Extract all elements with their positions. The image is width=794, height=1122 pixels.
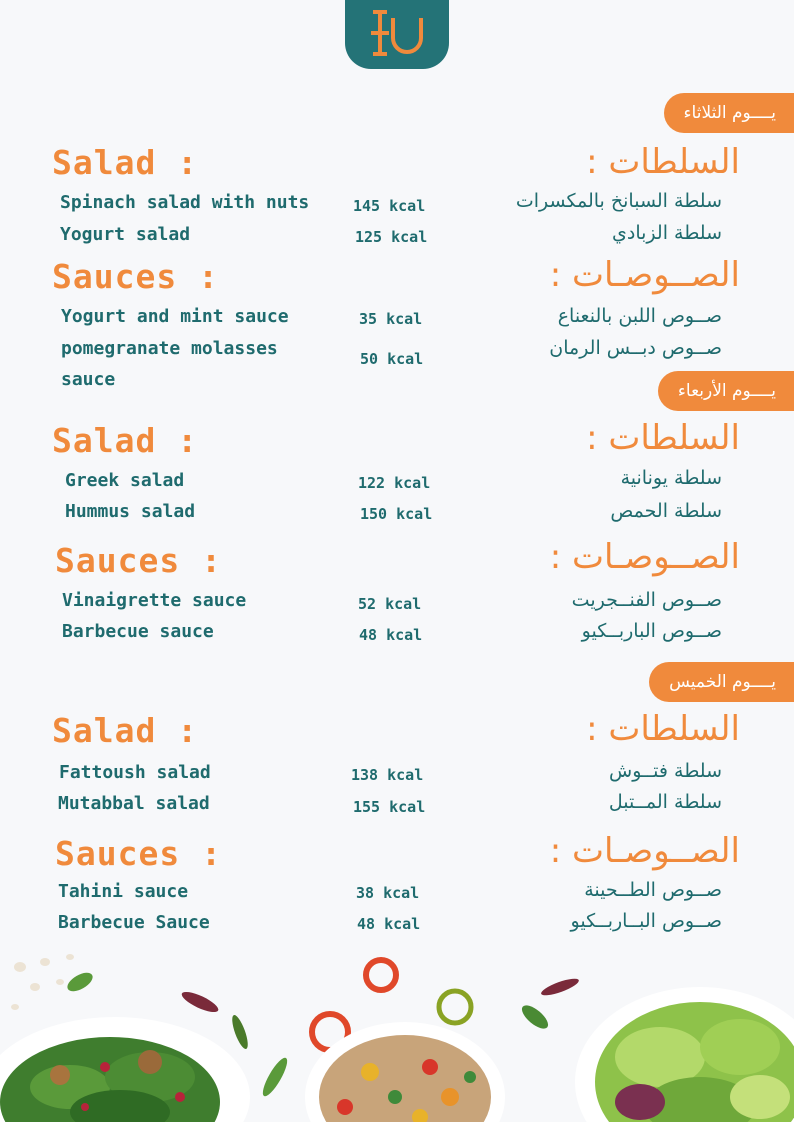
salad-heading-ar: السلطات : [586, 709, 740, 749]
menu-item-en: Yogurt and mint sauce [61, 306, 289, 327]
sauces-heading-en: Sauces : [55, 541, 222, 580]
sauces-heading-ar: الصــوصـات : [549, 537, 740, 577]
salad-heading-en: Salad : [52, 711, 199, 750]
menu-item-ar: صــوص اللبن بالنعناع [557, 305, 722, 327]
menu-item-ar: سلطة يونانية [620, 467, 722, 489]
menu-item-en: Greek salad [65, 470, 185, 491]
salad-heading-en: Salad : [52, 421, 199, 460]
salad-heading-ar: السلطات : [586, 418, 740, 458]
menu-item-en: Barbecue sauce [62, 621, 214, 642]
day-ribbon-wednesday: يــــوم الأربعاء [658, 371, 794, 411]
menu-item-ar: سلطة الحمص [610, 500, 722, 522]
menu-item-en: Hummus salad [65, 501, 196, 522]
menu-item-kcal: 145 kcal [353, 197, 426, 215]
menu-item-ar: سلطة المــتبل [608, 791, 722, 813]
menu-item-kcal: 52 kcal [358, 595, 422, 613]
food-decoration [0, 947, 794, 1122]
menu-item-ar: صــوص الفنــجريت [571, 589, 722, 611]
logo-mark-icon [367, 8, 429, 60]
menu-item-ar: سلطة فتــوش [609, 760, 722, 782]
salad-heading-ar: السلطات : [586, 142, 740, 182]
sauces-heading-en: Sauces : [52, 257, 219, 296]
menu-item-en: Mutabbal salad [58, 793, 210, 814]
sauces-heading-ar: الصــوصـات : [549, 831, 740, 871]
menu-item-kcal: 50 kcal [360, 350, 424, 368]
sauces-heading-ar: الصــوصـات : [549, 255, 740, 295]
menu-item-en: Barbecue Sauce [58, 912, 210, 933]
menu-item-ar: سلطة الزبادي [612, 222, 722, 244]
menu-item-en: Yogurt salad [60, 224, 191, 245]
menu-item-en: pomegranate molasses sauce [61, 338, 278, 390]
menu-item-kcal: 35 kcal [359, 310, 423, 328]
salad-heading-en: Salad : [52, 143, 199, 182]
menu-item-kcal: 150 kcal [360, 505, 433, 523]
menu-item-ar: صــوص البــاربــكيو [570, 910, 722, 932]
menu-item-kcal: 48 kcal [357, 915, 421, 933]
menu-item-kcal: 48 kcal [359, 626, 423, 644]
menu-item-en: Vinaigrette sauce [62, 590, 247, 611]
menu-item-kcal: 138 kcal [351, 766, 424, 784]
menu-item-en: Spinach salad with nuts [60, 192, 310, 213]
menu-item-kcal: 155 kcal [353, 798, 426, 816]
menu-item-en: Tahini sauce [58, 881, 189, 902]
menu-item-ar: سلطة السبانخ بالمكسرات [515, 190, 722, 212]
day-ribbon-thursday: يــــوم الخميس [649, 662, 794, 702]
menu-item-kcal: 38 kcal [356, 884, 420, 902]
menu-item-en: Fattoush salad [59, 762, 211, 783]
menu-item-ar: صــوص دبــس الرمان [549, 337, 722, 359]
menu-item-kcal: 122 kcal [358, 474, 431, 492]
menu-item-ar: صــوص الطــحينة [584, 879, 722, 901]
menu-item-kcal: 125 kcal [355, 228, 428, 246]
menu-item-ar: صــوص الباربــكيو [581, 620, 722, 642]
salad-bowls-illustration [0, 947, 794, 1122]
sauces-heading-en: Sauces : [55, 834, 222, 873]
day-ribbon-tuesday: يــــوم الثلاثاء [664, 93, 794, 133]
brand-logo [345, 0, 449, 69]
